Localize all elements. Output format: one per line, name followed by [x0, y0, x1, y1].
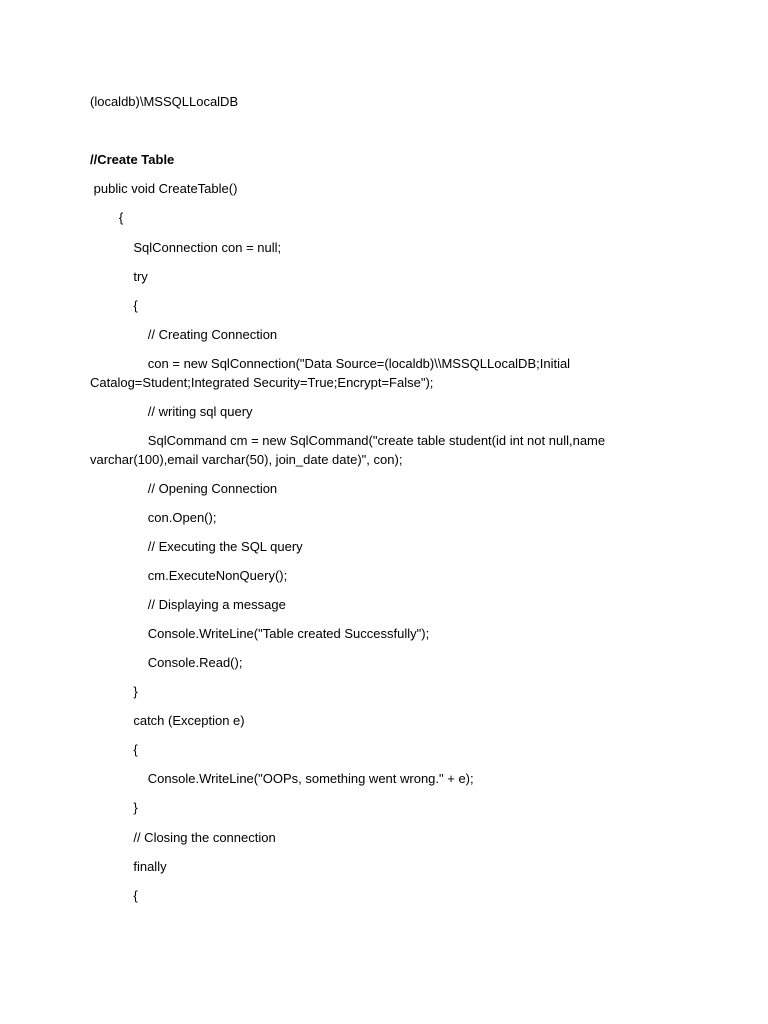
doc-comment-line: // Opening Connection [90, 481, 278, 496]
doc-line-db-name: (localdb)\MSSQLLocalDB [90, 94, 239, 109]
doc-line: Console.WriteLine("Table created Successfully"); [90, 626, 430, 641]
doc-line: { [90, 298, 138, 313]
doc-line: con.Open(); [90, 510, 217, 525]
doc-line: { [90, 888, 138, 903]
doc-line: finally [90, 859, 167, 874]
doc-line: { [90, 210, 124, 225]
doc-line: } [90, 800, 138, 815]
doc-line: Console.WriteLine("OOPs, something went wrong." + e); [90, 771, 474, 786]
doc-comment-line: // Creating Connection [90, 327, 278, 342]
doc-line: catch (Exception e) [90, 713, 245, 728]
doc-line: } [90, 684, 138, 699]
doc-line-connection-string: con = new SqlConnection("Data Source=(localdb)\\MSSQLLocalDB;Initial Catalog=Student;Integrated Security=True;Encrypt=False"); [90, 356, 574, 390]
doc-comment-line: // writing sql query [90, 404, 253, 419]
doc-line-sql-command: SqlCommand cm = new SqlCommand("create table student(id int not null,name varchar(100),email varchar(50), join_date date)", con); [90, 433, 609, 467]
doc-comment-line: // Closing the connection [90, 830, 276, 845]
doc-comment-line: // Executing the SQL query [90, 539, 303, 554]
doc-line: try [90, 269, 148, 284]
doc-line-method-signature: public void CreateTable() [90, 181, 238, 196]
doc-line: { [90, 742, 138, 757]
doc-comment-line: // Displaying a message [90, 597, 286, 612]
doc-line: SqlConnection con = null; [90, 240, 282, 255]
doc-line: cm.ExecuteNonQuery(); [90, 568, 288, 583]
doc-heading-create-table: //Create Table [90, 152, 175, 167]
doc-line: Console.Read(); [90, 655, 243, 670]
